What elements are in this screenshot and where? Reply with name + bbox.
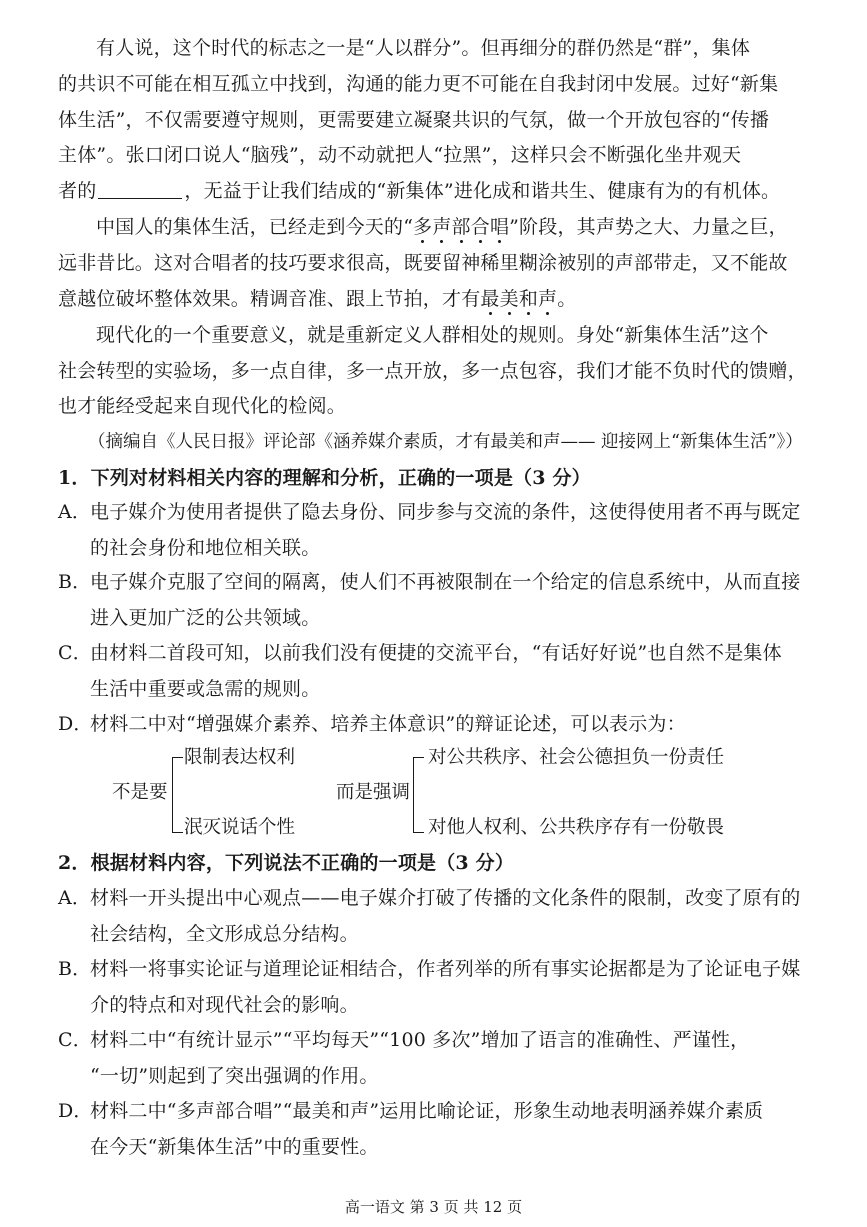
passage-p3-line3: 也才能经受起来自现代化的检阅。 [58, 395, 347, 417]
q2-option-b-line2: 介的特点和对现代社会的影响。 [90, 994, 359, 1016]
q1-option-b-label: B． [58, 571, 92, 593]
q2-option-d-line1: 材料二中“多声部合唱”“最美和声”运用比喻论证，形象生动地表明涵养媒介素质 [90, 1100, 764, 1122]
q2-option-c-line1: 材料二中“有统计显示”“平均每天”“100 多次”增加了语言的准确性、严谨性， [90, 1029, 750, 1051]
q1-option-a-label: A． [58, 501, 92, 523]
q1-option-b-line1: 电子媒介克服了空间的隔离，使人们不再被限制在一个给定的信息系统中，从而直接 [90, 571, 801, 593]
fill-in-blank [98, 182, 182, 199]
question-1-stem: 1．下列对材料相关内容的理解和分析，正确的一项是（3 分） [58, 467, 591, 489]
emphasis-char: 最 [480, 288, 500, 310]
emphasis-char: 多 [413, 216, 433, 238]
passage-p1-line5 [58, 179, 780, 203]
passage-p1-line5-start: 者的 [58, 180, 97, 202]
page-footer: 高一语文 第 3 页 共 12 页 [344, 1198, 523, 1216]
q2-option-a-line2: 社会结构，全文形成总分结构。 [90, 923, 359, 945]
diagram-left-top: 限制表达权利 [184, 747, 296, 768]
q1-option-d-line1: 材料二中对“增强媒介素养、培养主体意识”的辩证论述，可以表示为： [90, 713, 686, 735]
emphasis-char: 部 [451, 216, 471, 238]
q1-option-a-line2: 的社会身份和地位相关联。 [90, 537, 321, 559]
passage-p2-line3-end: 。 [557, 288, 577, 310]
passage-p3-line1: 现代化的一个重要意义，就是重新定义人群相处的规则。身处“新集体生活”这个 [96, 324, 769, 346]
passage-source: （摘编自《人民日报》评论部《涵养媒介素质，才有最美和声—— 迎接网上“新集体生活”》） [88, 432, 803, 452]
diagram-left-label: 不是要 [112, 782, 168, 803]
diagram-right-brace [413, 757, 424, 833]
diagram-right-bottom: 对他人权利、公共秩序存有一份敬畏 [428, 817, 725, 838]
passage-p1-line2: 的共识不可能在相互孤立中找到，沟通的能力更不可能在自我封闭中发展。过好“新集 [58, 73, 779, 95]
emphasis-char: 声 [538, 288, 558, 310]
emphasis-dotted-duoshengbu [413, 216, 509, 238]
q1-option-c-line2: 生活中重要或急需的规则。 [90, 678, 321, 700]
emphasis-char: 声 [432, 216, 452, 238]
emphasis-char: 美 [499, 288, 519, 310]
q1-option-c-label: C． [58, 642, 92, 664]
passage-p1-line5-end: ，无益于让我们结成的“新集体”进化成和谐共生、健康有为的有机体。 [184, 180, 781, 202]
passage-p2-line1-start: 中国人的集体生活，已经走到今天的“ [96, 216, 414, 238]
emphasis-char: 合 [470, 216, 490, 238]
q1-option-a-line1: 电子媒介为使用者提供了隐去身份、同步参与交流的条件，这使得使用者不再与既定 [90, 501, 801, 523]
q2-option-c-line2: “一切”则起到了突出强调的作用。 [90, 1065, 379, 1087]
emphasis-char: 唱 [489, 216, 510, 238]
question-2-stem: 2．根据材料内容，下列说法不正确的一项是（3 分） [58, 852, 515, 874]
diagram-right-top: 对公共秩序、社会公德担负一份责任 [428, 747, 725, 768]
passage-p1-line1: 有人说，这个时代的标志之一是“人以群分”。但再细分的群仍然是“群”，集体 [96, 37, 751, 59]
emphasis-char: 和 [518, 288, 539, 310]
q2-option-a-label: A． [58, 887, 92, 909]
diagram-left-brace [172, 757, 183, 833]
passage-p2-line3 [58, 287, 576, 311]
passage-p1-line4: 主体”。张口闭口说人“脑残”，动不动就把人“拉黑”，这样只会不断强化坐井观天 [58, 144, 742, 166]
passage-p2-line2: 远非昔比。这对合唱者的技巧要求很高，既要留神稀里糊涂被别的声部带走，又不能故 [58, 252, 788, 274]
q2-option-b-label: B． [58, 958, 92, 980]
q2-option-d-label: D． [58, 1100, 93, 1122]
q1-option-d-label: D． [58, 713, 93, 735]
passage-p2-line1-end: ”阶段，其声势之大、力量之巨， [509, 216, 788, 238]
passage-p2-line1 [96, 215, 788, 239]
diagram-right-label: 而是强调 [336, 782, 411, 803]
q1-option-b-line2: 进入更加广泛的公共领域。 [90, 607, 321, 629]
q1-option-c-line1: 由材料二首段可知，以前我们没有便捷的交流平台，“有话好好说”也自然不是集体 [90, 642, 782, 664]
emphasis-dotted-zuimei [480, 288, 557, 310]
q2-option-d-line2: 在今天“新集体生活”中的重要性。 [90, 1136, 379, 1158]
diagram-left-bottom: 泯灭说话个性 [184, 817, 296, 838]
passage-p2-line3-start: 意越位破坏整体效果。精调音准、跟上节拍，才有 [58, 288, 481, 310]
passage-p1-line3: 体生活”，不仅需要遵守规则，更需要建立凝聚共识的气氛，做一个开放包容的“传播 [58, 109, 770, 131]
passage-p3-line2: 社会转型的实验场，多一点自律，多一点开放，多一点包容，我们才能不负时代的馈赠， [58, 360, 807, 382]
q2-option-b-line1: 材料一将事实论证与道理论证相结合，作者列举的所有事实论据都是为了论证电子媒 [90, 958, 801, 980]
q2-option-a-line1: 材料一开头提出中心观点——电子媒介打破了传播的文化条件的限制，改变了原有的 [90, 887, 801, 909]
q2-option-c-label: C． [58, 1029, 92, 1051]
